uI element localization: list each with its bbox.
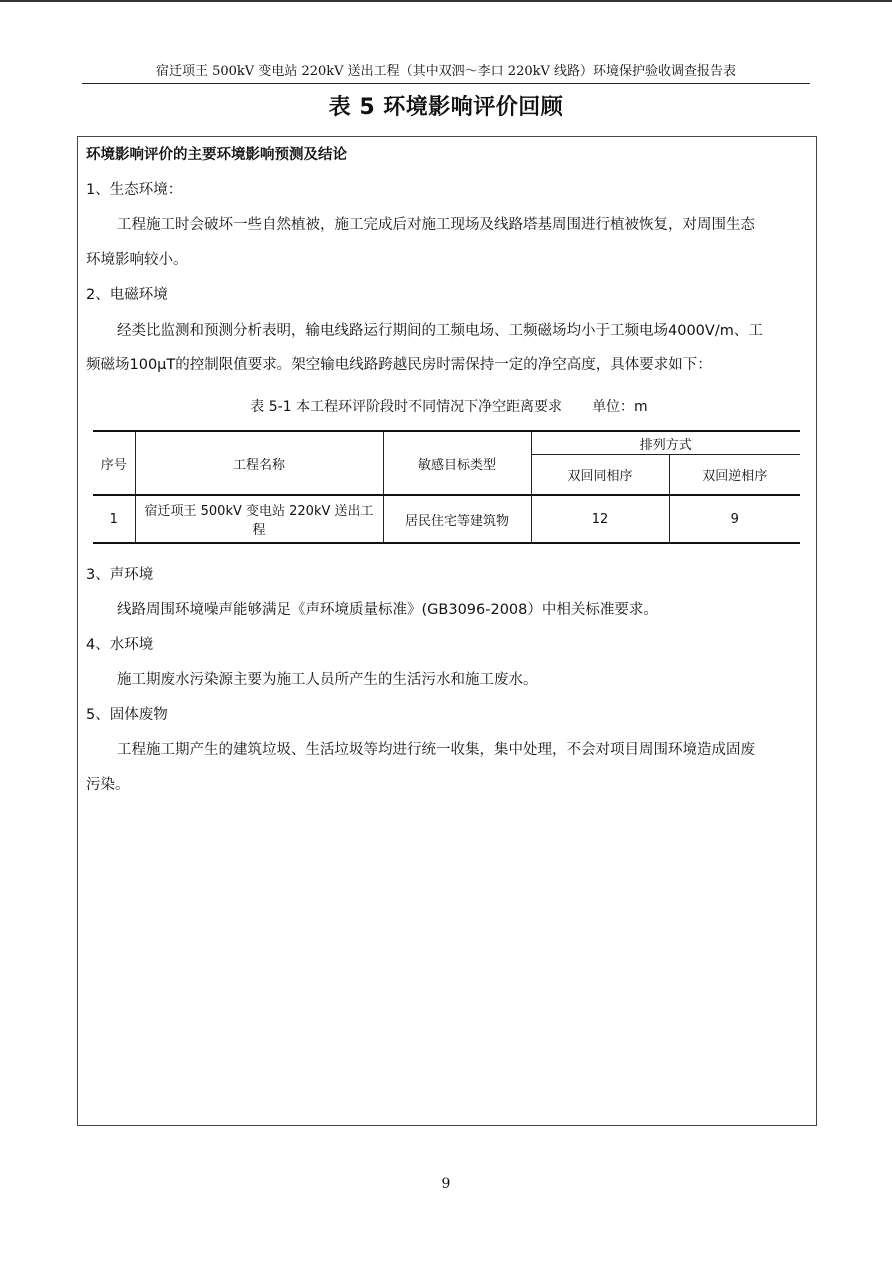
section-heading: 环境影响评价的主要环境影响预测及结论	[86, 147, 347, 163]
section-3-text: 线路周围环境噪声能够满足《声环境质量标准》(GB3096-2008）中相关标准要求。	[117, 602, 658, 618]
page-title: 表 5 环境影响评价回顾	[328, 95, 564, 120]
section-5-text-line-1: 工程施工期产生的建筑垃圾、生活垃圾等均进行统一收集，集中处理，不会对项目周围环境造成固废	[117, 742, 755, 758]
table-caption-unit: 单位：m	[592, 399, 648, 415]
section-4-title: 4、水环境	[86, 637, 154, 653]
section-2-title: 2、电磁环境	[86, 287, 168, 303]
running-header: 宿迁项王 500kV 变电站 220kV 送出工程（其中双泗～李口 220kV 线路）环境保护验收调查报告表	[155, 64, 737, 79]
header-seq: 序号	[93, 431, 135, 495]
section-5-text-line-2: 污染。	[86, 777, 130, 793]
header-same-phase: 双回同相序	[531, 455, 669, 496]
header-reverse-phase: 双回逆相序	[669, 455, 800, 496]
section-2-text-line-2: 频磁场100μT的控制限值要求。架空输电线路跨越民房时需保持一定的净空高度，具体要求如下：	[86, 357, 712, 373]
table-caption	[86, 397, 812, 417]
header-arrangement: 排列方式	[531, 431, 800, 455]
page-top-border	[0, 0, 892, 2]
section-1-title: 1、生态环境：	[86, 182, 183, 198]
section-1-text-line-1: 工程施工时会破坏一些自然植被，施工完成后对施工现场及线路塔基周围进行植被恢复，对周围生态	[117, 217, 755, 233]
header-rule	[82, 83, 810, 84]
cell-project: 宿迁项王 500kV 变电站 220kV 送出工程	[135, 495, 383, 543]
cell-reverse-phase: 9	[669, 495, 800, 543]
page-number: 9	[441, 1176, 451, 1192]
cell-target: 居民住宅等建筑物	[383, 495, 531, 543]
table-row	[93, 495, 800, 543]
header-target: 敏感目标类型	[383, 431, 531, 495]
cell-seq: 1	[93, 495, 135, 543]
section-1-text-line-2: 环境影响较小。	[86, 252, 188, 268]
table-caption-title: 表 5-1 本工程环评阶段时不同情况下净空距离要求	[250, 399, 563, 415]
section-4-text: 施工期废水污染源主要为施工人员所产生的生活污水和施工废水。	[117, 672, 538, 688]
section-5-title: 5、固体废物	[86, 707, 168, 723]
clearance-table	[93, 430, 800, 544]
cell-same-phase: 12	[531, 495, 669, 543]
section-3-title: 3、声环境	[86, 567, 154, 583]
section-2-text-line-1: 经类比监测和预测分析表明，输电线路运行期间的工频电场、工频磁场均小于工频电场4000V/m、工	[117, 323, 763, 339]
header-project: 工程名称	[135, 431, 383, 495]
